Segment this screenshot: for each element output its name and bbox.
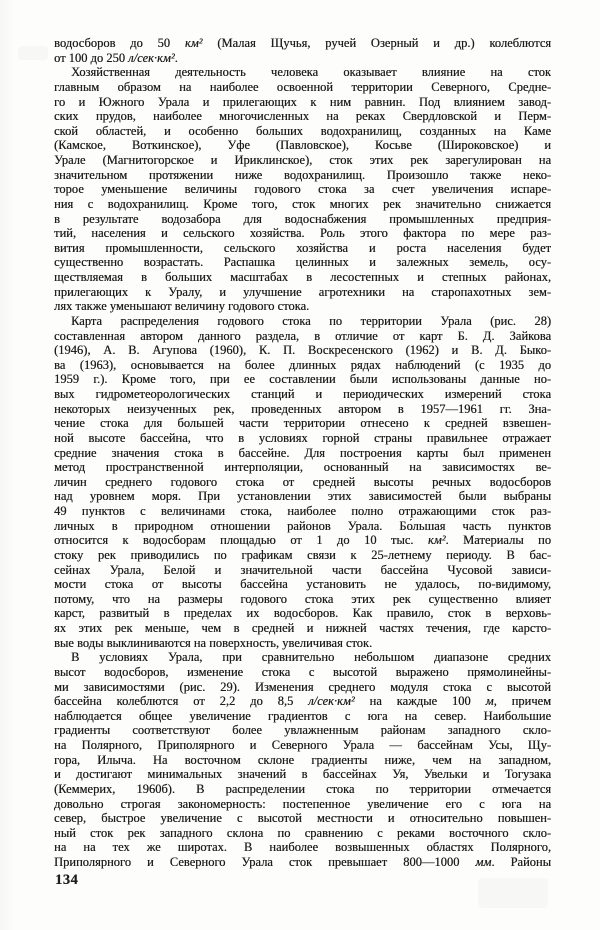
text-segment: существенно возрастать. Распашка целинных и залежных земель, осу- [54, 255, 551, 270]
text-line [54, 197, 551, 212]
italic-text-segment: л/сек·км² [308, 694, 355, 709]
text-line [54, 343, 551, 358]
text-line [54, 314, 551, 329]
text-segment: значительном протяжении ниже водохранилищ. Произошло также неко- [54, 167, 551, 182]
text-line [54, 504, 551, 519]
text-segment: (1946), А. В. Агупова (1960), К. П. Воскресенского (1962) и В. Д. Быко- [54, 343, 551, 358]
text-line [54, 694, 551, 709]
text-line [54, 738, 551, 753]
text-segment: ный сток рек западного склона по сравнению с реками восточного скло- [54, 825, 551, 840]
text-line [54, 489, 551, 504]
text-segment: . [174, 50, 178, 65]
text-line [54, 533, 551, 548]
text-segment: ской областей, и особенно больших водохранилищ, созданных на Каме [54, 123, 551, 138]
text-line [54, 577, 551, 592]
text-segment: метод пространственной интерполяции, основанный на зависимостях ве- [54, 460, 551, 475]
text-segment: 1959 г.). Кроме того, при ее составлении были использованы данные но- [54, 372, 551, 387]
italic-text-segment: мм [475, 855, 492, 869]
text-segment: карст, развитый в пределах их водосборов. Как правило, сток в верховь- [54, 606, 551, 621]
text-line [54, 519, 551, 534]
text-segment: бассейна колеблются от 2,2 до 8,5 [54, 694, 309, 709]
text-line [54, 138, 551, 153]
italic-text-segment: л/сек·км² [128, 50, 175, 65]
text-segment: вития промышленности, сельского хозяйства и роста населения будет [54, 240, 551, 255]
text-line [54, 431, 551, 446]
text-segment: личных в природном отношении районов Урала. Бо́льшая часть пунктов [54, 518, 551, 533]
text-line [54, 563, 551, 578]
text-line [54, 680, 551, 695]
text-line [54, 592, 551, 607]
text-segment: довольно строгая закономерность: постепенное увеличение его с юга на [54, 796, 551, 811]
text-segment: Урале (Магнитогорское и Ириклинское), сток этих рек зарегулирован на [54, 153, 551, 167]
italic-text-segment: км² [184, 36, 203, 50]
text-segment: на Полярного, Приполярного и Северного Урала — бассейнам Усы, Щу- [54, 738, 551, 752]
text-segment: торое уменьшение величины годового стока за счет увеличения испаре- [54, 182, 551, 197]
text-line [54, 855, 551, 870]
text-segment: стоку рек приводились по графикам связи к 25-летнему периоду. В бас- [54, 547, 551, 562]
text-segment: некоторых неизученных рек, проведенных автором в 1957—1961 гг. Зна- [54, 401, 551, 416]
text-line [54, 446, 551, 461]
text-segment: ях этих рек меньше, чем в средней и нижней частях течения, где карсто- [54, 621, 551, 635]
text-segment: (Малая Щучья, ручей Озерный и др.) колеблются [202, 36, 551, 50]
text-line [54, 811, 551, 826]
text-line [54, 95, 551, 110]
text-line [54, 168, 551, 183]
text-segment: на на тех же широтах. В наиболее возвышенных областях Полярного, [54, 840, 551, 855]
text-segment: 49 пунктов с величинами стока, наиболее полно отражающими сток раз- [54, 504, 551, 518]
text-segment: чение стока для большей части территории отнесено к средней взвешен- [54, 416, 551, 431]
text-line [54, 387, 551, 402]
text-segment: наблюдается общее увеличение градиентов с юга на север. Наибольшие [54, 708, 551, 723]
scan-smudge [18, 46, 48, 60]
text-segment: го и Южного Урала и прилегающих к ним равнин. Под влиянием завод- [54, 94, 551, 109]
text-line [54, 621, 551, 636]
italic-text-segment: м [485, 694, 494, 709]
text-line [54, 665, 551, 680]
text-block [54, 36, 551, 870]
text-segment: , причем [493, 694, 551, 709]
text-line [54, 548, 551, 563]
text-line [54, 36, 551, 51]
text-segment: . Материалы по [445, 533, 551, 548]
text-line [54, 650, 551, 665]
text-line [54, 782, 551, 797]
text-segment: Карта распределения годового стока по территории Урала (рис. 28) [71, 313, 551, 328]
text-line [54, 753, 551, 768]
text-line [54, 299, 551, 314]
text-segment: ва (1963), основывается на более длинных рядах наблюдений (с 1935 до [54, 357, 551, 372]
text-segment: вых гидрометеорологических станций и периодических измерений стока [54, 387, 551, 401]
text-line [54, 358, 551, 373]
text-line [54, 475, 551, 490]
text-segment: ния с водохранилищ. Кроме того, сток многих рек значительно снижается [54, 196, 551, 211]
text-segment: ми зависимостями (рис. 29). Изменения среднего модуля стока с высотой [54, 679, 551, 694]
text-line [54, 80, 551, 95]
text-line [54, 606, 551, 621]
text-segment: от 100 до 250 [54, 50, 129, 65]
text-segment: сейнах Урала, Белой и значительной части бассейна Чусовой зависи- [54, 562, 551, 577]
text-line [54, 797, 551, 812]
text-line [54, 402, 551, 417]
text-line [54, 51, 551, 66]
text-segment: высот водосборов, изменение стока с высотой выражено прямолинейны- [54, 664, 551, 679]
text-line [54, 372, 551, 387]
text-segment: главным образом на наиболее освоенной территории Северного, Средне- [54, 79, 551, 94]
text-segment: над уровнем моря. При установлении этих зависимостей были выбраны [54, 489, 551, 504]
text-segment: (Кеммерих, 1960б). В распределении стока по территории отмечается [54, 781, 551, 796]
text-segment: градиенты соответствуют более увлажненным районам западного скло- [54, 723, 551, 738]
text-segment: тий, населения и сельского хозяйства. Роль этого фактора по мере раз- [54, 226, 551, 241]
text-segment: относится к водосборам площадью от 1 до 10 тыс. [54, 533, 428, 548]
text-line [54, 270, 551, 285]
text-segment: личин среднего годового стока от средней высоты речных водосборов [54, 474, 551, 489]
text-segment: прилегающих к Уралу, и улучшение агротехники на старопахотных зем- [54, 284, 551, 299]
text-segment: В условиях Урала, при сравнительно небольшом диапазоне средних [71, 650, 551, 665]
text-segment: . Районы [491, 855, 551, 869]
text-line [54, 840, 551, 855]
text-line [54, 212, 551, 227]
text-segment: Приполярного и Северного Урала сток превышает 800—1000 [54, 855, 476, 869]
text-line [54, 182, 551, 197]
text-segment: лях также уменьшают величину годового стока. [54, 299, 310, 314]
text-line [54, 255, 551, 270]
text-line [54, 826, 551, 841]
text-segment: в результате водозабора для водоснабжения промышленных предприя- [54, 211, 551, 226]
text-segment: и достигают минимальных значений в бассейнах Уя, Увельки и Тогузака [54, 767, 551, 782]
text-line [54, 124, 551, 139]
text-line [54, 636, 551, 651]
text-segment: мости стока от высоты бассейна установить не удалось, по-видимому, [54, 577, 551, 592]
text-line [54, 65, 551, 80]
text-line [54, 241, 551, 256]
text-line [54, 460, 551, 475]
text-segment: север, быстрое увеличение с высотой местности и относительно повышен- [54, 811, 551, 826]
text-segment: гора, Илыча. На восточном склоне градиенты ниже, чем на западном, [54, 752, 551, 767]
text-segment: потому, что на размеры годового стока этих рек существенно влияет [54, 591, 551, 606]
text-line [54, 226, 551, 241]
page-number: 134 [55, 872, 79, 888]
text-segment: ной высоте бассейна, что в условиях горной страны правильнее отражает [54, 430, 551, 445]
text-line [54, 109, 551, 124]
text-segment: на каждые 100 [354, 694, 486, 709]
text-segment: (Камское, Воткинское), Уфе (Павловское), Косьве (Широковское) и [54, 138, 551, 153]
text-line [54, 153, 551, 168]
text-line [54, 416, 551, 431]
text-segment: вые воды выклиниваются на поверхность, увеличивая сток. [54, 635, 373, 650]
text-segment: водосборов до 50 [54, 36, 185, 50]
text-segment: средние значения стока в бассейне. Для построения карты был применен [54, 445, 551, 460]
text-line [54, 767, 551, 782]
text-line [54, 329, 551, 344]
text-segment: ских прудов, наиболее многочисленных на реках Свердловской и Перм- [54, 109, 551, 124]
text-segment: Хозяйственная деятельность человека оказывает влияние на сток [71, 65, 551, 80]
text-line [54, 709, 551, 724]
text-segment: ществляемая в больших масштабах в лесостепных и степных районах, [54, 270, 551, 284]
scan-smudge [478, 878, 548, 908]
text-line [54, 723, 551, 738]
text-segment: составленная автором данного раздела, в отличие от карт Б. Д. Зайкова [54, 328, 551, 343]
italic-text-segment: км² [427, 533, 446, 548]
text-line [54, 285, 551, 300]
